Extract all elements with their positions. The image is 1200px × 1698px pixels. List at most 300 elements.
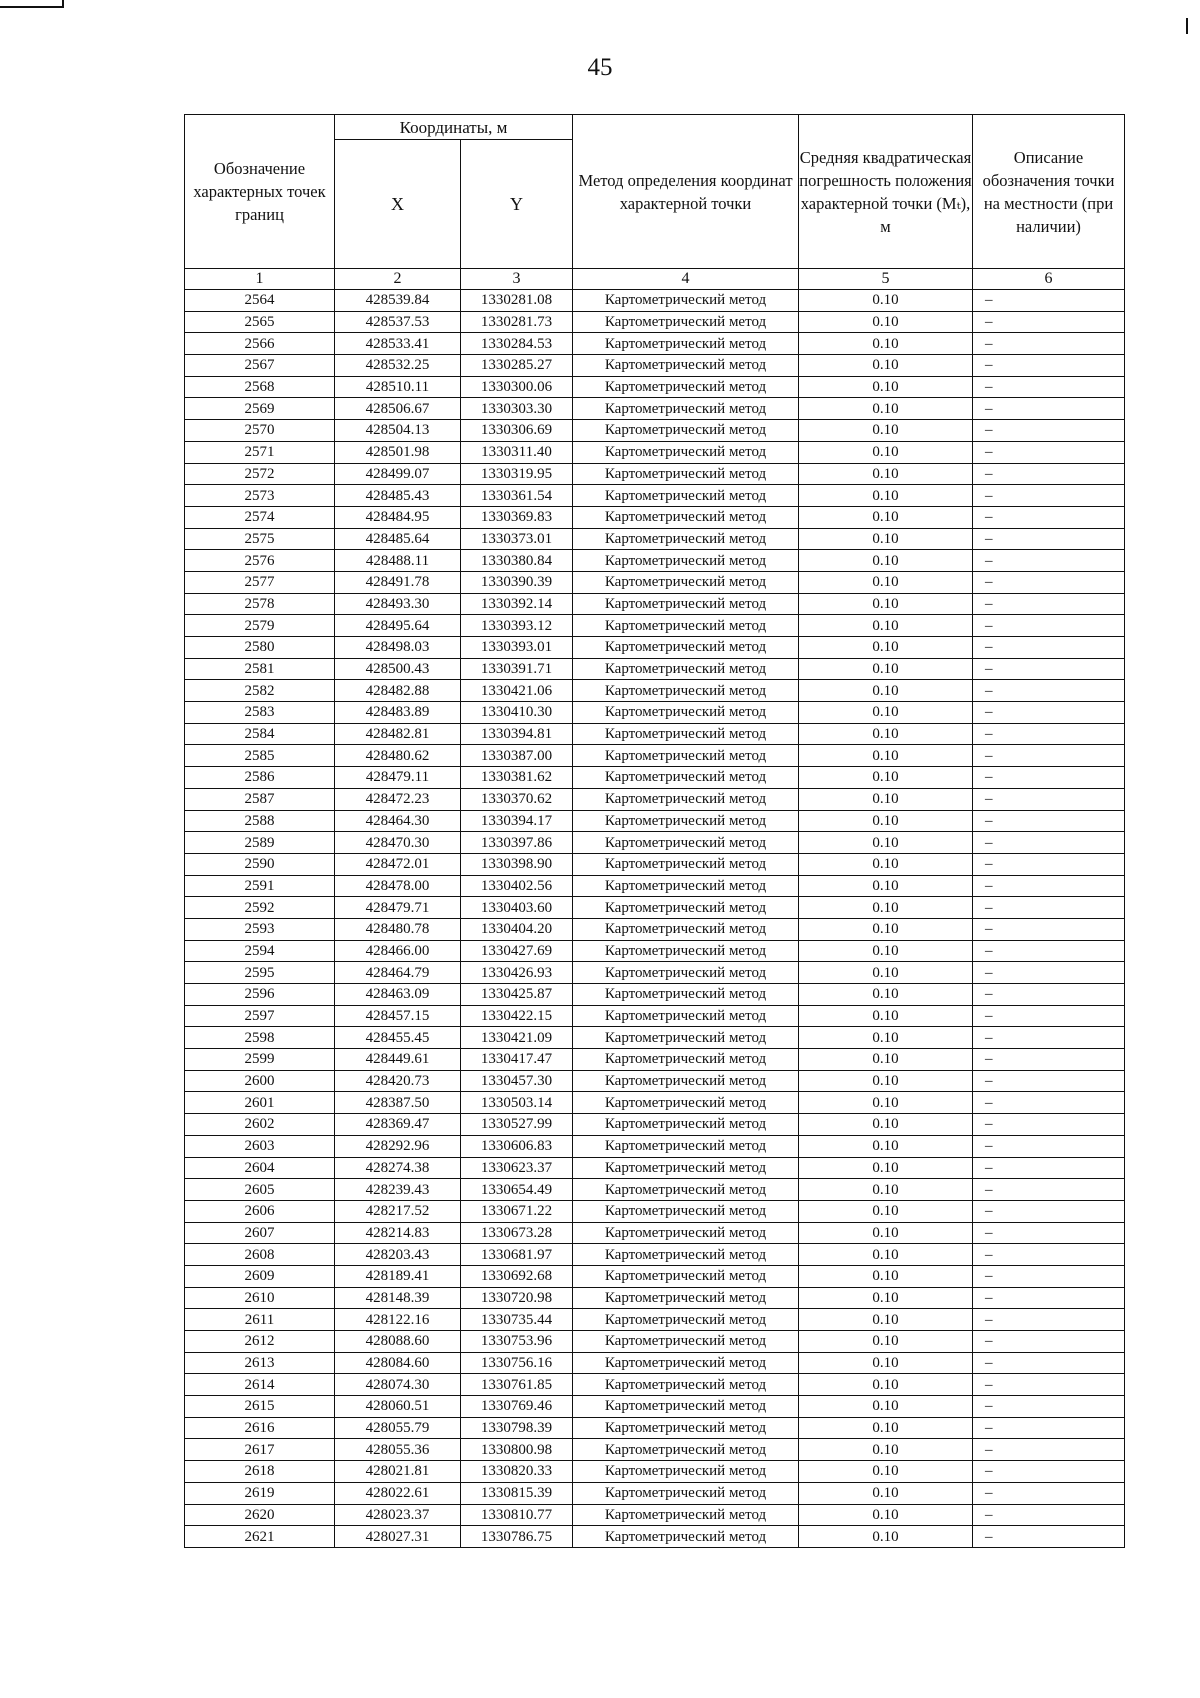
- y-coordinate-cell: 1330311.40: [461, 441, 573, 463]
- point-id-cell: 2566: [185, 333, 335, 355]
- y-coordinate-cell: 1330720.98: [461, 1287, 573, 1309]
- point-id-cell: 2569: [185, 398, 335, 420]
- mean-error-cell: 0.10: [799, 311, 973, 333]
- method-cell: Картометрический метод: [573, 658, 799, 680]
- description-cell: –: [973, 723, 1125, 745]
- description-cell: –: [973, 441, 1125, 463]
- method-cell: Картометрический метод: [573, 1135, 799, 1157]
- y-coordinate-cell: 1330815.39: [461, 1482, 573, 1504]
- mean-error-cell: 0.10: [799, 355, 973, 377]
- mean-error-cell: 0.10: [799, 1461, 973, 1483]
- method-cell: Картометрический метод: [573, 897, 799, 919]
- description-cell: –: [973, 1092, 1125, 1114]
- mean-error-cell: 0.10: [799, 615, 973, 637]
- x-coordinate-cell: 428084.60: [335, 1352, 461, 1374]
- description-cell: –: [973, 940, 1125, 962]
- description-cell: –: [973, 528, 1125, 550]
- method-cell: Картометрический метод: [573, 485, 799, 507]
- description-cell: –: [973, 702, 1125, 724]
- x-coordinate-cell: 428027.31: [335, 1526, 461, 1548]
- table-row: [185, 1504, 1125, 1526]
- x-coordinate-cell: 428060.51: [335, 1396, 461, 1418]
- x-coordinate-cell: 428479.11: [335, 767, 461, 789]
- x-coordinate-cell: 428074.30: [335, 1374, 461, 1396]
- x-coordinate-cell: 428491.78: [335, 571, 461, 593]
- column-number: 4: [573, 269, 799, 290]
- mean-error-cell: 0.10: [799, 1374, 973, 1396]
- y-coordinate-cell: 1330410.30: [461, 702, 573, 724]
- method-cell: Картометрический метод: [573, 1027, 799, 1049]
- column-number: 2: [335, 269, 461, 290]
- y-coordinate-cell: 1330403.60: [461, 897, 573, 919]
- description-cell: –: [973, 680, 1125, 702]
- description-cell: –: [973, 1005, 1125, 1027]
- mean-error-cell: 0.10: [799, 918, 973, 940]
- table-row: [185, 832, 1125, 854]
- table-row: [185, 485, 1125, 507]
- description-cell: –: [973, 1265, 1125, 1287]
- y-coordinate-cell: 1330387.00: [461, 745, 573, 767]
- mean-error-cell: 0.10: [799, 1396, 973, 1418]
- y-coordinate-cell: 1330606.83: [461, 1135, 573, 1157]
- table-row: [185, 1396, 1125, 1418]
- method-cell: Картометрический метод: [573, 1049, 799, 1071]
- header-point-designation: Обозначение характерных точек границ: [185, 115, 335, 269]
- method-cell: Картометрический метод: [573, 832, 799, 854]
- description-cell: –: [973, 767, 1125, 789]
- y-coordinate-cell: 1330404.20: [461, 918, 573, 940]
- y-coordinate-cell: 1330654.49: [461, 1179, 573, 1201]
- method-cell: Картометрический метод: [573, 918, 799, 940]
- point-id-cell: 2576: [185, 550, 335, 572]
- x-coordinate-cell: 428539.84: [335, 290, 461, 312]
- y-coordinate-cell: 1330306.69: [461, 420, 573, 442]
- method-cell: Картометрический метод: [573, 1331, 799, 1353]
- x-coordinate-cell: 428464.79: [335, 962, 461, 984]
- description-cell: –: [973, 311, 1125, 333]
- y-coordinate-cell: 1330380.84: [461, 550, 573, 572]
- x-coordinate-cell: 428387.50: [335, 1092, 461, 1114]
- point-id-cell: 2613: [185, 1352, 335, 1374]
- mean-error-cell: 0.10: [799, 1070, 973, 1092]
- description-cell: –: [973, 1526, 1125, 1548]
- y-coordinate-cell: 1330397.86: [461, 832, 573, 854]
- point-id-cell: 2608: [185, 1244, 335, 1266]
- point-id-cell: 2592: [185, 897, 335, 919]
- method-cell: Картометрический метод: [573, 311, 799, 333]
- header-coordinates: Координаты, м: [335, 115, 573, 140]
- x-coordinate-cell: 428369.47: [335, 1114, 461, 1136]
- y-coordinate-cell: 1330394.17: [461, 810, 573, 832]
- table-row: [185, 1157, 1125, 1179]
- scan-corner-mark: [0, 0, 64, 8]
- x-coordinate-cell: 428466.00: [335, 940, 461, 962]
- method-cell: Картометрический метод: [573, 1265, 799, 1287]
- mean-error-cell: 0.10: [799, 702, 973, 724]
- method-cell: Картометрический метод: [573, 767, 799, 789]
- mean-error-cell: 0.10: [799, 1114, 973, 1136]
- method-cell: Картометрический метод: [573, 702, 799, 724]
- y-coordinate-cell: 1330421.09: [461, 1027, 573, 1049]
- column-number: 5: [799, 269, 973, 290]
- mean-error-cell: 0.10: [799, 897, 973, 919]
- point-id-cell: 2586: [185, 767, 335, 789]
- mean-error-cell: 0.10: [799, 940, 973, 962]
- mean-error-cell: 0.10: [799, 832, 973, 854]
- mean-error-cell: 0.10: [799, 984, 973, 1006]
- description-cell: –: [973, 1244, 1125, 1266]
- point-id-cell: 2595: [185, 962, 335, 984]
- mean-error-cell: 0.10: [799, 1309, 973, 1331]
- x-coordinate-cell: 428478.00: [335, 875, 461, 897]
- description-cell: –: [973, 1179, 1125, 1201]
- table-row: [185, 463, 1125, 485]
- x-coordinate-cell: 428485.64: [335, 528, 461, 550]
- description-cell: –: [973, 333, 1125, 355]
- y-coordinate-cell: 1330457.30: [461, 1070, 573, 1092]
- point-id-cell: 2618: [185, 1461, 335, 1483]
- point-id-cell: 2575: [185, 528, 335, 550]
- column-numbers-row: [185, 269, 1125, 290]
- mean-error-cell: 0.10: [799, 593, 973, 615]
- point-id-cell: 2564: [185, 290, 335, 312]
- table-row: [185, 528, 1125, 550]
- y-coordinate-cell: 1330381.62: [461, 767, 573, 789]
- description-cell: –: [973, 485, 1125, 507]
- x-coordinate-cell: 428148.39: [335, 1287, 461, 1309]
- table-row: [185, 745, 1125, 767]
- table-row: [185, 984, 1125, 1006]
- table-row: [185, 290, 1125, 312]
- table-row: [185, 1005, 1125, 1027]
- table-row: [185, 1027, 1125, 1049]
- table-row: [185, 615, 1125, 637]
- point-id-cell: 2603: [185, 1135, 335, 1157]
- x-coordinate-cell: 428455.45: [335, 1027, 461, 1049]
- x-coordinate-cell: 428484.95: [335, 506, 461, 528]
- mean-error-cell: 0.10: [799, 463, 973, 485]
- method-cell: Картометрический метод: [573, 528, 799, 550]
- mean-error-cell: 0.10: [799, 420, 973, 442]
- table-row: [185, 1265, 1125, 1287]
- x-coordinate-cell: 428023.37: [335, 1504, 461, 1526]
- y-coordinate-cell: 1330800.98: [461, 1439, 573, 1461]
- point-id-cell: 2615: [185, 1396, 335, 1418]
- table-row: [185, 333, 1125, 355]
- mean-error-cell: 0.10: [799, 788, 973, 810]
- table-row: [185, 875, 1125, 897]
- mean-error-cell: 0.10: [799, 1005, 973, 1027]
- method-cell: Картометрический метод: [573, 1396, 799, 1418]
- method-cell: Картометрический метод: [573, 940, 799, 962]
- y-coordinate-cell: 1330735.44: [461, 1309, 573, 1331]
- x-coordinate-cell: 428485.43: [335, 485, 461, 507]
- method-cell: Картометрический метод: [573, 290, 799, 312]
- y-coordinate-cell: 1330769.46: [461, 1396, 573, 1418]
- y-coordinate-cell: 1330786.75: [461, 1526, 573, 1548]
- table-row: [185, 1222, 1125, 1244]
- x-coordinate-cell: 428504.13: [335, 420, 461, 442]
- mean-error-cell: 0.10: [799, 875, 973, 897]
- method-cell: Картометрический метод: [573, 506, 799, 528]
- mean-error-cell: 0.10: [799, 962, 973, 984]
- y-coordinate-cell: 1330681.97: [461, 1244, 573, 1266]
- y-coordinate-cell: 1330692.68: [461, 1265, 573, 1287]
- table-row: [185, 506, 1125, 528]
- method-cell: Картометрический метод: [573, 1200, 799, 1222]
- x-coordinate-cell: 428501.98: [335, 441, 461, 463]
- point-id-cell: 2609: [185, 1265, 335, 1287]
- point-id-cell: 2583: [185, 702, 335, 724]
- x-coordinate-cell: 428420.73: [335, 1070, 461, 1092]
- point-id-cell: 2593: [185, 918, 335, 940]
- x-coordinate-cell: 428532.25: [335, 355, 461, 377]
- table-row: [185, 788, 1125, 810]
- x-coordinate-cell: 428470.30: [335, 832, 461, 854]
- y-coordinate-cell: 1330673.28: [461, 1222, 573, 1244]
- x-coordinate-cell: 428488.11: [335, 550, 461, 572]
- column-number: 3: [461, 269, 573, 290]
- table-row: [185, 723, 1125, 745]
- description-cell: –: [973, 1309, 1125, 1331]
- description-cell: –: [973, 355, 1125, 377]
- y-coordinate-cell: 1330753.96: [461, 1331, 573, 1353]
- x-coordinate-cell: 428055.79: [335, 1417, 461, 1439]
- point-id-cell: 2573: [185, 485, 335, 507]
- mean-error-cell: 0.10: [799, 333, 973, 355]
- method-cell: Картометрический метод: [573, 420, 799, 442]
- table-row: [185, 1070, 1125, 1092]
- x-coordinate-cell: 428274.38: [335, 1157, 461, 1179]
- table-row: [185, 853, 1125, 875]
- point-id-cell: 2591: [185, 875, 335, 897]
- y-coordinate-cell: 1330390.39: [461, 571, 573, 593]
- method-cell: Картометрический метод: [573, 1309, 799, 1331]
- mean-error-cell: 0.10: [799, 1287, 973, 1309]
- description-cell: –: [973, 810, 1125, 832]
- description-cell: –: [973, 1070, 1125, 1092]
- method-cell: Картометрический метод: [573, 1114, 799, 1136]
- header-mean-error: Средняя квадратическая погрешность положения характерной точки (Mₜ), м: [799, 115, 973, 269]
- table-row: [185, 1049, 1125, 1071]
- method-cell: Картометрический метод: [573, 571, 799, 593]
- method-cell: Картометрический метод: [573, 1482, 799, 1504]
- table-row: [185, 637, 1125, 659]
- description-cell: –: [973, 506, 1125, 528]
- method-cell: Картометрический метод: [573, 1070, 799, 1092]
- mean-error-cell: 0.10: [799, 528, 973, 550]
- mean-error-cell: 0.10: [799, 1352, 973, 1374]
- y-coordinate-cell: 1330798.39: [461, 1417, 573, 1439]
- table-row: [185, 1374, 1125, 1396]
- column-number: 1: [185, 269, 335, 290]
- x-coordinate-cell: 428479.71: [335, 897, 461, 919]
- point-id-cell: 2567: [185, 355, 335, 377]
- x-coordinate-cell: 428203.43: [335, 1244, 461, 1266]
- table-row: [185, 1244, 1125, 1266]
- point-id-cell: 2600: [185, 1070, 335, 1092]
- description-cell: –: [973, 1114, 1125, 1136]
- y-coordinate-cell: 1330300.06: [461, 376, 573, 398]
- table-row: [185, 1309, 1125, 1331]
- table-row: [185, 1179, 1125, 1201]
- table-row: [185, 550, 1125, 572]
- description-cell: –: [973, 1135, 1125, 1157]
- description-cell: –: [973, 1222, 1125, 1244]
- x-coordinate-cell: 428463.09: [335, 984, 461, 1006]
- y-coordinate-cell: 1330425.87: [461, 984, 573, 1006]
- point-id-cell: 2612: [185, 1331, 335, 1353]
- x-coordinate-cell: 428506.67: [335, 398, 461, 420]
- method-cell: Картометрический метод: [573, 615, 799, 637]
- header-description: Описание обозначения точки на местности (при наличии): [973, 115, 1125, 269]
- method-cell: Картометрический метод: [573, 1526, 799, 1548]
- table-row: [185, 962, 1125, 984]
- description-cell: –: [973, 1504, 1125, 1526]
- point-id-cell: 2607: [185, 1222, 335, 1244]
- mean-error-cell: 0.10: [799, 1027, 973, 1049]
- point-id-cell: 2588: [185, 810, 335, 832]
- x-coordinate-cell: 428537.53: [335, 311, 461, 333]
- method-cell: Картометрический метод: [573, 1439, 799, 1461]
- point-id-cell: 2580: [185, 637, 335, 659]
- y-coordinate-cell: 1330393.12: [461, 615, 573, 637]
- y-coordinate-cell: 1330820.33: [461, 1461, 573, 1483]
- point-id-cell: 2598: [185, 1027, 335, 1049]
- x-coordinate-cell: 428239.43: [335, 1179, 461, 1201]
- description-cell: –: [973, 1200, 1125, 1222]
- x-coordinate-cell: 428500.43: [335, 658, 461, 680]
- point-id-cell: 2620: [185, 1504, 335, 1526]
- mean-error-cell: 0.10: [799, 571, 973, 593]
- method-cell: Картометрический метод: [573, 1374, 799, 1396]
- description-cell: –: [973, 550, 1125, 572]
- mean-error-cell: 0.10: [799, 723, 973, 745]
- description-cell: –: [973, 420, 1125, 442]
- table-row: [185, 376, 1125, 398]
- table-row: [185, 940, 1125, 962]
- y-coordinate-cell: 1330527.99: [461, 1114, 573, 1136]
- description-cell: –: [973, 1482, 1125, 1504]
- method-cell: Картометрический метод: [573, 441, 799, 463]
- table-row: [185, 398, 1125, 420]
- table-row: [185, 1352, 1125, 1374]
- table-row: [185, 1135, 1125, 1157]
- point-id-cell: 2597: [185, 1005, 335, 1027]
- description-cell: –: [973, 1352, 1125, 1374]
- y-coordinate-cell: 1330398.90: [461, 853, 573, 875]
- y-coordinate-cell: 1330284.53: [461, 333, 573, 355]
- table-row: [185, 1114, 1125, 1136]
- table-row: [185, 571, 1125, 593]
- description-cell: –: [973, 745, 1125, 767]
- method-cell: Картометрический метод: [573, 1179, 799, 1201]
- description-cell: –: [973, 1331, 1125, 1353]
- scan-edge-mark: [1186, 18, 1188, 34]
- method-cell: Картометрический метод: [573, 875, 799, 897]
- description-cell: –: [973, 1157, 1125, 1179]
- method-cell: Картометрический метод: [573, 1287, 799, 1309]
- description-cell: –: [973, 571, 1125, 593]
- point-id-cell: 2616: [185, 1417, 335, 1439]
- mean-error-cell: 0.10: [799, 1439, 973, 1461]
- x-coordinate-cell: 428217.52: [335, 1200, 461, 1222]
- point-id-cell: 2574: [185, 506, 335, 528]
- table-row: [185, 441, 1125, 463]
- x-coordinate-cell: 428482.81: [335, 723, 461, 745]
- y-coordinate-cell: 1330370.62: [461, 788, 573, 810]
- mean-error-cell: 0.10: [799, 1244, 973, 1266]
- x-coordinate-cell: 428055.36: [335, 1439, 461, 1461]
- point-id-cell: 2602: [185, 1114, 335, 1136]
- mean-error-cell: 0.10: [799, 1417, 973, 1439]
- x-coordinate-cell: 428022.61: [335, 1482, 461, 1504]
- table-row: [185, 1526, 1125, 1548]
- mean-error-cell: 0.10: [799, 441, 973, 463]
- description-cell: –: [973, 875, 1125, 897]
- point-id-cell: 2604: [185, 1157, 335, 1179]
- point-id-cell: 2606: [185, 1200, 335, 1222]
- method-cell: Картометрический метод: [573, 745, 799, 767]
- method-cell: Картометрический метод: [573, 1352, 799, 1374]
- y-coordinate-cell: 1330422.15: [461, 1005, 573, 1027]
- y-coordinate-cell: 1330426.93: [461, 962, 573, 984]
- table-row: [185, 1200, 1125, 1222]
- table-row: [185, 1439, 1125, 1461]
- y-coordinate-cell: 1330421.06: [461, 680, 573, 702]
- table-row: [185, 810, 1125, 832]
- method-cell: Картометрический метод: [573, 723, 799, 745]
- mean-error-cell: 0.10: [799, 550, 973, 572]
- point-id-cell: 2570: [185, 420, 335, 442]
- point-id-cell: 2581: [185, 658, 335, 680]
- table-row: [185, 897, 1125, 919]
- method-cell: Картометрический метод: [573, 1005, 799, 1027]
- table-row: [185, 1417, 1125, 1439]
- method-cell: Картометрический метод: [573, 1461, 799, 1483]
- y-coordinate-cell: 1330756.16: [461, 1352, 573, 1374]
- y-coordinate-cell: 1330393.01: [461, 637, 573, 659]
- description-cell: –: [973, 290, 1125, 312]
- point-id-cell: 2617: [185, 1439, 335, 1461]
- x-coordinate-cell: 428480.78: [335, 918, 461, 940]
- method-cell: Картометрический метод: [573, 680, 799, 702]
- y-coordinate-cell: 1330427.69: [461, 940, 573, 962]
- mean-error-cell: 0.10: [799, 658, 973, 680]
- method-cell: Картометрический метод: [573, 1417, 799, 1439]
- point-id-cell: 2577: [185, 571, 335, 593]
- mean-error-cell: 0.10: [799, 506, 973, 528]
- point-id-cell: 2594: [185, 940, 335, 962]
- table-row: [185, 767, 1125, 789]
- table-row: [185, 918, 1125, 940]
- mean-error-cell: 0.10: [799, 1265, 973, 1287]
- method-cell: Картометрический метод: [573, 1157, 799, 1179]
- description-cell: –: [973, 788, 1125, 810]
- point-id-cell: 2605: [185, 1179, 335, 1201]
- description-cell: –: [973, 1417, 1125, 1439]
- method-cell: Картометрический метод: [573, 593, 799, 615]
- mean-error-cell: 0.10: [799, 1135, 973, 1157]
- mean-error-cell: 0.10: [799, 1092, 973, 1114]
- description-cell: –: [973, 897, 1125, 919]
- description-cell: –: [973, 984, 1125, 1006]
- mean-error-cell: 0.10: [799, 853, 973, 875]
- y-coordinate-cell: 1330392.14: [461, 593, 573, 615]
- coordinates-table: [184, 114, 1125, 1548]
- description-cell: –: [973, 832, 1125, 854]
- table-row: [185, 593, 1125, 615]
